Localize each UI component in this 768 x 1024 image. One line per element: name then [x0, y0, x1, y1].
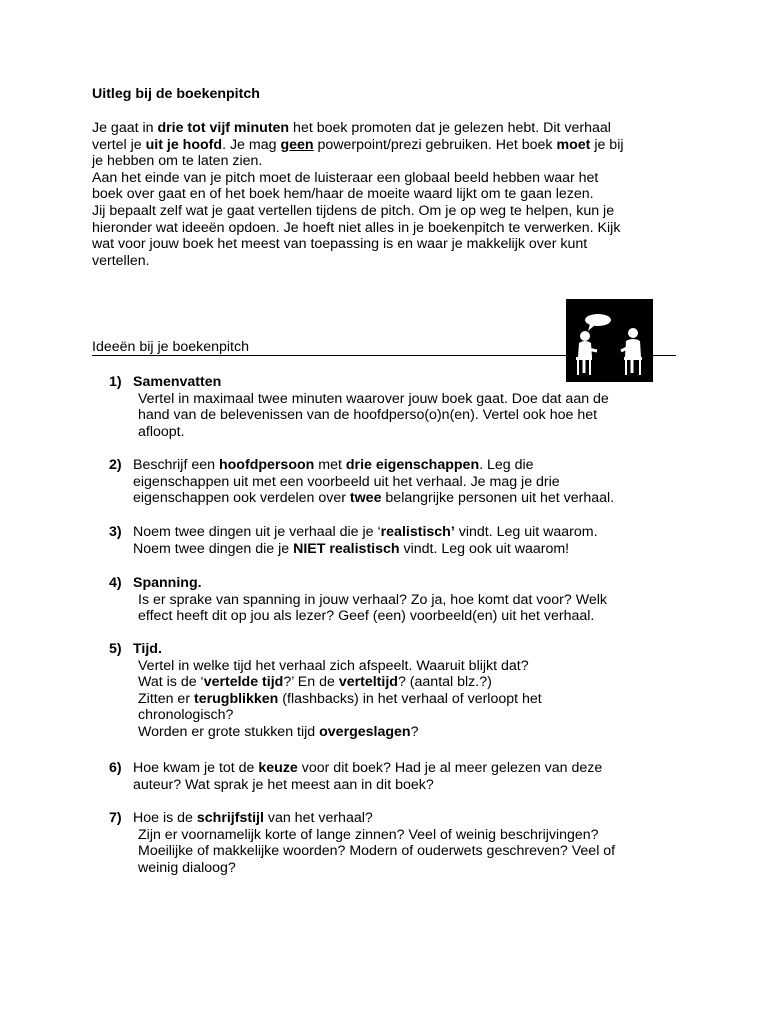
text: je bij	[590, 136, 624, 153]
item-line: Moeilijke of makkelijke woorden? Modern of ouderwets geschreven? Veel of	[138, 843, 616, 860]
intro-line	[92, 137, 692, 154]
intro-line: Aan het einde van je pitch moet de luisteraar een globaal beeld hebben waar het	[92, 169, 599, 186]
bold-text: NIET realistisch	[293, 540, 400, 557]
intro-line: vertellen.	[92, 252, 150, 269]
intro-line: Jij bepaalt zelf wat je gaat vertellen tijdens de pitch. Om je op weg te helpen, kun je	[92, 202, 615, 219]
text: . Je mag	[222, 136, 281, 153]
text: belangrijke personen uit het verhaal.	[381, 490, 615, 507]
text: Noem twee dingen uit je verhaal die je ‘	[133, 524, 381, 540]
item-line: Vertel in maximaal twee minuten waarover jouw boek gaat. Doe dat aan de	[138, 390, 609, 407]
item-heading	[133, 641, 162, 658]
item-line	[138, 724, 419, 741]
item-number: 3)	[109, 524, 122, 540]
item-line: auteur? Wat sprak je het meest aan in dit boek?	[133, 776, 434, 793]
item-line	[133, 457, 534, 474]
text: Je gaat in	[92, 120, 158, 136]
text: ?	[410, 724, 419, 740]
bold-text: realistisch’	[380, 524, 455, 540]
text: voor dit boek? Had je al meer gelezen van deze	[297, 760, 603, 776]
item-line: weinig dialoog?	[138, 859, 236, 876]
item-line	[138, 674, 492, 691]
text: Worden er grote stukken tijd	[138, 724, 320, 740]
item-line: effect heeft dit op jou als lezer? Geef (een) voorbeeld(en) uit het verhaal.	[138, 608, 595, 625]
text: Hoe is de	[133, 810, 197, 826]
item-line	[133, 810, 373, 827]
intro-line	[92, 120, 692, 137]
item-number: 4)	[109, 575, 122, 591]
item-line	[133, 541, 569, 558]
bold-text: overgeslagen	[319, 724, 411, 740]
text: Zitten er	[138, 690, 194, 707]
item-heading	[133, 374, 221, 391]
bold-text: Tijd.	[133, 641, 162, 657]
bold-text: vertelde tijd	[203, 674, 284, 691]
item-line: Vertel in welke tijd het verhaal zich afspeelt. Waaruit blijkt dat?	[138, 657, 529, 674]
text: het boek promoten dat je gelezen hebt. Dit verhaal	[289, 120, 611, 136]
item-line: hand van de belevenissen van de hoofdperso(o)n(en). Vertel ook hoe het	[138, 407, 598, 424]
bold-text: Spanning.	[133, 575, 202, 591]
intro-paragraph	[92, 120, 692, 269]
item-line	[133, 490, 614, 507]
intro-line: je hebben om te laten zien.	[92, 153, 263, 170]
text: Hoe kwam je tot de	[133, 760, 259, 776]
bold-text: hoofdpersoon	[218, 457, 315, 473]
bold-text: drie tot vijf minuten	[157, 120, 290, 136]
item-line: eigenschappen uit met een voorbeeld uit het verhaal. Je mag je drie	[133, 473, 560, 490]
item-number: 2)	[109, 457, 122, 473]
text: Noem twee dingen die je	[133, 540, 294, 557]
pitch-illustration-icon	[566, 299, 653, 382]
document-title: Uitleg bij de boekenpitch	[92, 86, 260, 102]
text: (flashbacks) in het verhaal of verloopt het	[278, 690, 542, 707]
item-line: Zijn er voornamelijk korte of lange zinnen? Veel of weinig beschrijvingen?	[138, 826, 599, 843]
item-heading	[133, 575, 202, 592]
item-line	[133, 524, 598, 541]
text: van het verhaal?	[263, 810, 373, 826]
item-line: afloopt.	[138, 423, 185, 440]
intro-line: boek over gaat en of het boek hem/haar de moeite waard lijkt om te gaan lezen.	[92, 186, 594, 203]
item-line	[138, 691, 542, 708]
intro-line: wat voor jouw boek het meest van toepassing is en waar je makkelijk over kunt	[92, 236, 588, 253]
bold-text: moet	[556, 136, 591, 153]
bold-text: twee	[349, 490, 382, 507]
text: . Leg die	[479, 457, 534, 473]
text: powerpoint/prezi gebruiken. Het boek	[313, 136, 557, 153]
text: Beschrijf een	[133, 457, 219, 473]
bold-text: terugblikken	[193, 690, 279, 707]
text: ?’ En de	[283, 674, 339, 691]
item-line: chronologisch?	[138, 707, 234, 724]
item-number: 7)	[109, 810, 122, 826]
text: ? (aantal blz.?)	[397, 674, 492, 691]
bold-text: Samenvatten	[133, 374, 222, 390]
bold-text: drie eigenschappen	[345, 457, 480, 473]
item-number: 5)	[109, 641, 122, 657]
intro-line: hieronder wat ideeën opdoen. Je hoeft niet alles in je boekenpitch te verwerken. Kijk	[92, 219, 621, 236]
text: vertel je	[92, 136, 146, 153]
text: met	[314, 457, 346, 473]
item-number: 6)	[109, 760, 122, 776]
item-line: Is er sprake van spanning in jouw verhaal? Zo ja, hoe komt dat voor? Welk	[138, 591, 607, 608]
conversation-pictogram-icon	[566, 299, 653, 382]
item-number: 1)	[109, 374, 122, 390]
text: vindt. Leg ook uit waarom!	[399, 540, 570, 557]
text: Wat is de ‘	[138, 674, 204, 691]
section-heading: Ideeën bij je boekenpitch	[92, 339, 249, 355]
underlined-bold-text: geen	[280, 136, 314, 153]
text: eigenschappen ook verdelen over	[133, 490, 350, 507]
item-line	[133, 760, 602, 777]
bold-text: keuze	[258, 760, 298, 776]
text: vindt. Leg uit waarom.	[454, 524, 598, 540]
bold-text: verteltijd	[338, 674, 398, 691]
bold-text: schrijfstijl	[196, 810, 264, 826]
bold-text: uit je hoofd	[145, 136, 223, 153]
